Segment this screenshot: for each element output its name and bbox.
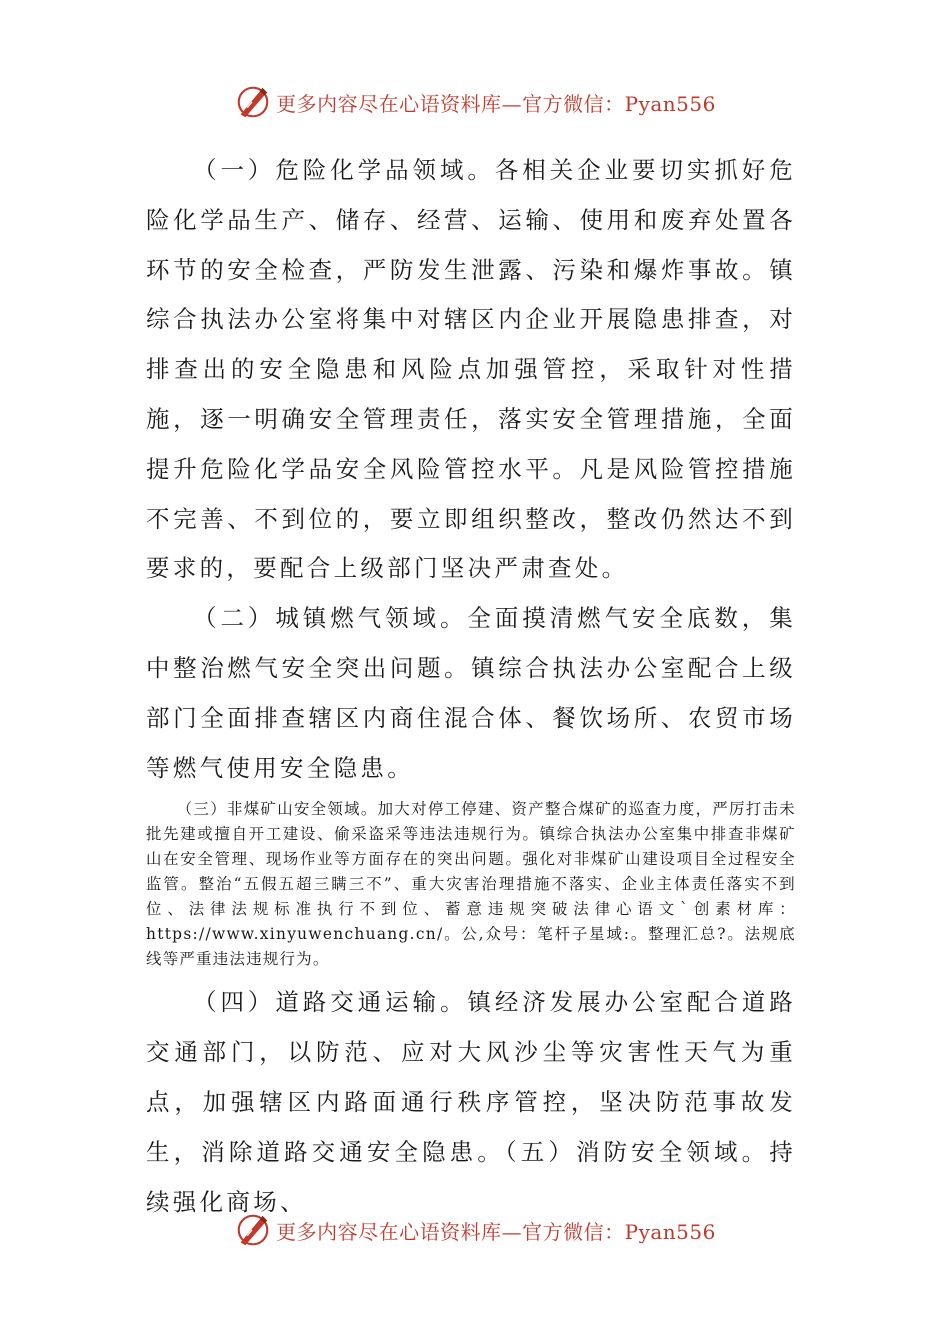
paragraph-non-coal-mine: （三）非煤矿山安全领域。加大对停工停建、资产整合煤矿的巡查力度，严厉打击未批先建或擅自开工建设、偷采盗采等违法违规行为。镇综合执法办公室集中排查非煤矿山在安全管理、现场作业等方面存在的突出问题。强化对非煤矿山建设项目全过程安全监管。整治“五假五超三瞒三不”、重大灾害治理措施不落实、企业主体责任落实不到位、法律法规标准执行不到位、蓄意违规突破法律心语文`创素材库：https://www.xinyuwenchuang.cn/。公,众号：笔杆子星域:。整理汇总?。法规底线等严重违法违规行为。 bbox=[146, 800, 796, 969]
header-banner bbox=[0, 82, 950, 122]
paragraph-hazardous-chemicals: （一）危险化学品领域。各相关企业要切实抓好危险化学品生产、储存、经营、运输、使用和废弃处置各环节的安全检查，严防发生泄露、污染和爆炸事故。镇综合执法办公室将集中对辖区内企业开展隐患排查，对排查出的安全隐患和风险点加强管控，采取针对性措施，逐一明确安全管理责任，落实安全管理措施，全面提升危险化学品安全风险管控水平。凡是风险管控措施不完善、不到位的，要立即组织整改，整改仍然达不到要求的，要配合上级部门坚决严肃查处。 bbox=[146, 156, 796, 583]
pen-logo-icon bbox=[234, 1211, 272, 1249]
document-body bbox=[146, 146, 796, 1227]
pen-logo-icon bbox=[234, 83, 272, 121]
paragraph-road-traffic: （四）道路交通运输。镇经济发展办公室配合道路交通部门，以防范、应对大风沙尘等灾害性天气为重点，加强辖区内路面通行秩序管控，坚决防范事故发生，消除道路交通安全隐患。（五）消防安全领域。持续强化商场、 bbox=[146, 988, 796, 1216]
header-banner-text: 更多内容尽在心语资料库—官方微信：Pyan556 bbox=[276, 91, 716, 116]
footer-banner bbox=[0, 1210, 950, 1250]
footer-banner-text: 更多内容尽在心语资料库—官方微信：Pyan556 bbox=[276, 1219, 716, 1244]
paragraph-urban-gas: （二）城镇燃气领域。全面摸清燃气安全底数，集中整治燃气安全突出问题。镇综合执法办公室配合上级部门全面排查辖区内商住混合体、餐饮场所、农贸市场等燃气使用安全隐患。 bbox=[146, 604, 796, 782]
